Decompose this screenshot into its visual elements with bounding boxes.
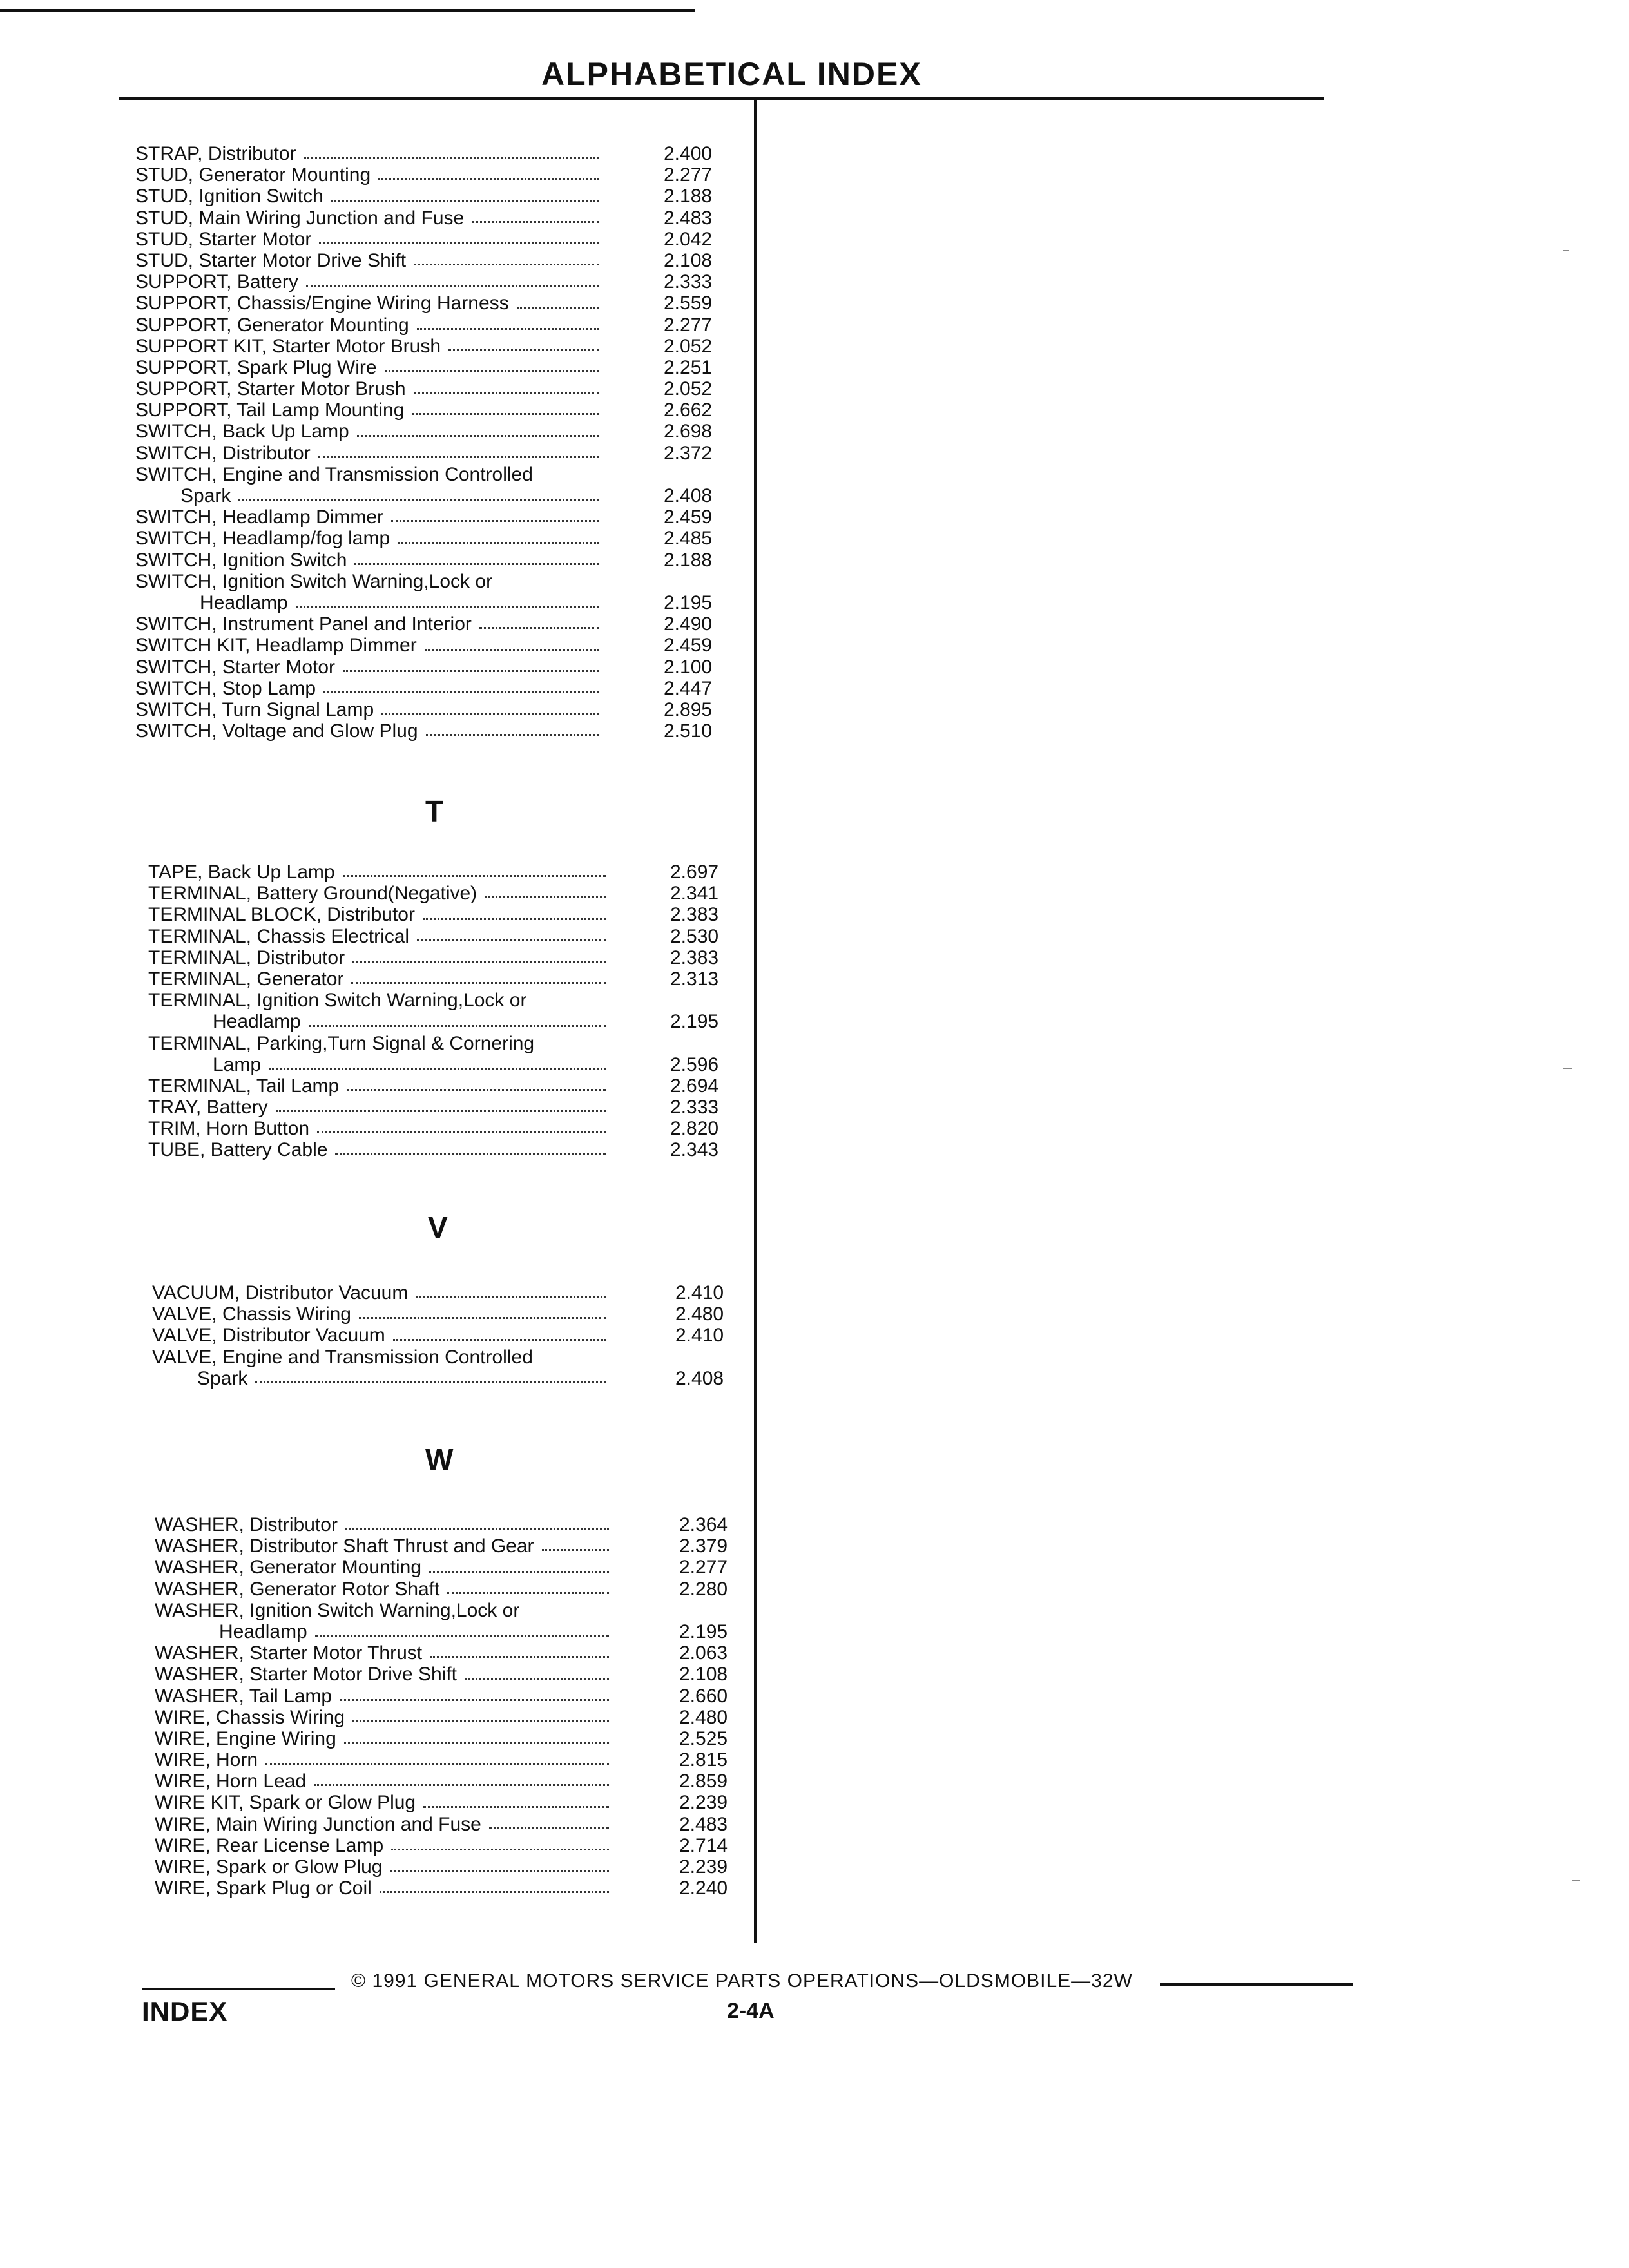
entry-label: STUD, Starter Motor [135,228,312,250]
dot-leader [304,143,599,159]
index-entry [155,1835,757,1856]
index-entry [135,143,741,164]
dot-leader [255,1368,606,1383]
dot-leader [276,1097,606,1112]
dot-leader [380,1878,609,1893]
dot-leader [381,699,599,715]
index-entry [148,883,747,904]
dot-leader [412,399,599,415]
entry-label: WASHER, Distributor [155,1514,338,1535]
footer-rule-left [142,1988,335,1990]
dot-leader [354,550,599,565]
dot-leader [430,1642,609,1658]
dot-leader [265,1749,609,1765]
entry-label: WIRE, Spark Plug or Coil [155,1878,372,1899]
entry-label: WASHER, Starter Motor Thrust [155,1642,423,1664]
dot-leader [447,1579,609,1594]
entry-page-ref: 2.383 [670,904,719,926]
entry-label: SUPPORT, Tail Lamp Mounting [135,399,405,421]
entry-label: WIRE, Rear License Lamp [155,1834,384,1856]
entry-page-ref: 2.714 [679,1834,728,1856]
entry-page-ref: 2.188 [664,186,713,207]
entry-page-ref: 2.510 [664,720,713,742]
entry-label: VALVE, Distributor Vacuum [152,1325,385,1347]
entry-label: STUD, Generator Mounting [135,164,371,186]
entry-label: TERMINAL, Ignition Switch Warning,Lock or [148,990,527,1012]
entry-label: TERMINAL, Distributor [148,947,345,968]
index-entry [155,1642,757,1664]
index-entry [155,1814,757,1835]
entry-page-ref: 2.277 [664,314,713,336]
entry-label: TERMINAL, Battery Ground(Negative) [148,883,477,905]
page-number: 2-4A [727,1999,775,2023]
dot-leader [340,1686,609,1701]
entry-page-ref: 2.408 [664,485,713,506]
dot-leader [472,207,599,223]
entry-page-ref: 2.188 [664,549,713,571]
entry-label: SWITCH, Turn Signal Lamp [135,698,374,720]
dot-leader [385,357,599,372]
index-entry [148,1075,747,1097]
index-entry [155,1621,757,1642]
index-entry [135,399,741,421]
entry-page-ref: 2.277 [664,164,713,186]
dot-leader [423,1792,609,1807]
entry-page-ref: 2.195 [679,1620,728,1642]
dot-leader [542,1535,609,1551]
entry-label: WASHER, Generator Rotor Shaft [155,1578,440,1600]
index-entry [135,635,741,656]
scan-speck [1563,250,1569,251]
entry-page-ref: 2.372 [664,442,713,464]
page-title: ALPHABETICAL INDEX [541,56,922,92]
index-entry [155,1792,757,1813]
entry-label: SWITCH, Engine and Transmission Controlled [135,463,533,485]
dot-leader [343,861,606,877]
dot-leader [317,1118,606,1133]
entry-label: SUPPORT KIT, Starter Motor Brush [135,335,441,357]
entry-page-ref: 2.341 [670,883,719,905]
dot-leader [323,678,599,693]
index-entry [148,1054,747,1075]
entry-page-ref: 2.277 [679,1557,728,1579]
entry-page-ref: 2.820 [670,1118,719,1140]
entry-page-ref: 2.859 [679,1771,728,1792]
index-entry [135,571,741,592]
index-entry [148,861,747,883]
dot-leader [479,613,599,629]
entry-label: SUPPORT, Chassis/Engine Wiring Harness [135,293,509,314]
dot-leader [414,250,599,265]
entry-label: WIRE, Spark or Glow Plug [155,1856,383,1878]
index-entry [135,699,741,720]
entry-page-ref: 2.364 [679,1514,728,1535]
entry-label: WASHER, Starter Motor Drive Shift [155,1664,457,1686]
index-entry [135,550,741,571]
index-entry [135,357,741,378]
entry-page-ref: 2.525 [679,1727,728,1749]
index-entry [148,904,747,925]
dot-leader [485,883,606,898]
dot-leader [345,1514,609,1530]
index-entry [135,271,741,293]
index-entry [155,1600,757,1621]
dot-leader [391,506,599,522]
entry-page-ref: 2.410 [675,1282,724,1303]
dot-leader [489,1814,609,1829]
entry-label: SWITCH, Voltage and Glow Plug [135,720,418,742]
entry-page-ref: 2.239 [679,1856,728,1878]
entry-label: SUPPORT, Generator Mounting [135,314,409,336]
index-entry [148,990,747,1011]
entry-label: Lamp [213,1053,262,1075]
entry-label: SWITCH, Starter Motor [135,656,336,678]
dot-leader [357,421,599,436]
dot-leader [417,926,606,941]
index-entry [135,464,741,485]
entry-page-ref: 2.447 [664,677,713,699]
entry-page-ref: 2.559 [664,293,713,314]
entry-label: SWITCH KIT, Headlamp Dimmer [135,635,417,657]
entry-label: Spark [180,485,231,506]
index-entry [135,250,741,271]
index-entry [155,1707,757,1728]
entry-label: TERMINAL, Tail Lamp [148,1075,340,1097]
dot-leader [314,1771,609,1786]
entry-label: WASHER, Distributor Shaft Thrust and Gear [155,1535,534,1557]
index-entry [155,1686,757,1707]
entry-label: SUPPORT, Battery [135,271,298,293]
entry-page-ref: 2.052 [664,335,713,357]
entry-label: WASHER, Ignition Switch Warning,Lock or [155,1599,520,1621]
dot-leader [417,314,599,330]
index-entry [148,1118,747,1139]
entry-page-ref: 2.410 [675,1325,724,1347]
entry-label: SWITCH, Headlamp/fog lamp [135,528,390,550]
entry-page-ref: 2.195 [664,591,713,613]
entry-label: WIRE, Horn [155,1749,258,1771]
index-entry [135,314,741,336]
index-entry [135,485,741,506]
entry-page-ref: 2.459 [664,635,713,657]
entry-page-ref: 2.343 [670,1139,719,1161]
entry-label: TUBE, Battery Cable [148,1139,328,1161]
dot-leader [309,1011,606,1026]
entry-label: VALVE, Chassis Wiring [152,1303,351,1325]
index-entry [135,164,741,186]
dot-leader [378,164,599,180]
index-entry [135,293,741,314]
dot-leader [352,1707,609,1722]
dot-leader [331,186,599,201]
dot-leader [416,1282,606,1298]
entry-page-ref: 2.408 [675,1367,724,1389]
entry-label: SWITCH, Stop Lamp [135,677,316,699]
entry-label: WASHER, Tail Lamp [155,1685,333,1707]
entry-page-ref: 2.485 [664,528,713,550]
index-entry [148,1139,747,1160]
entry-page-ref: 2.052 [664,378,713,400]
dot-leader [391,1835,609,1850]
entry-label: TRAY, Battery [148,1097,268,1119]
entry-page-ref: 2.195 [670,1011,719,1033]
entry-page-ref: 2.483 [664,207,713,229]
index-entry [135,229,741,250]
dot-leader [343,657,599,672]
entry-page-ref: 2.698 [664,421,713,443]
dot-leader [351,968,606,984]
index-entry [135,421,741,442]
entry-label: TERMINAL BLOCK, Distributor [148,904,415,926]
entry-page-ref: 2.280 [679,1578,728,1600]
index-entry [155,1771,757,1792]
section-letter-v: V [428,1211,448,1244]
index-section-v [152,1282,753,1389]
entry-label: WIRE, Chassis Wiring [155,1706,345,1728]
dot-leader [315,1621,609,1637]
index-entry [135,378,741,399]
entry-page-ref: 2.379 [679,1535,728,1557]
entry-page-ref: 2.108 [664,249,713,271]
dot-leader [319,229,599,244]
index-entry [135,207,741,229]
entry-label: WIRE KIT, Spark or Glow Plug [155,1792,416,1814]
index-entry [135,528,741,549]
entry-page-ref: 2.483 [679,1813,728,1835]
index-entry [155,1878,757,1899]
entry-page-ref: 2.063 [679,1642,728,1664]
entry-label: WIRE, Horn Lead [155,1771,307,1792]
index-entry [148,1097,747,1118]
index-entry [135,657,741,678]
footer-section-label: INDEX [142,1996,228,2026]
index-entry [155,1749,757,1771]
entry-label: WIRE, Engine Wiring [155,1727,336,1749]
entry-page-ref: 2.333 [670,1097,719,1119]
entry-label: TAPE, Back Up Lamp [148,861,335,883]
dot-leader [352,947,606,963]
entry-label: TERMINAL, Generator [148,968,344,990]
entry-label: Headlamp [200,591,288,613]
dot-leader [318,443,599,458]
footer-rule-right [1160,1983,1353,1986]
entry-label: STUD, Main Wiring Junction and Fuse [135,207,465,229]
dot-leader [517,293,599,308]
entry-page-ref: 2.240 [679,1878,728,1899]
entry-label: STRAP, Distributor [135,143,296,164]
entry-label: SUPPORT, Starter Motor Brush [135,378,406,400]
entry-label: SWITCH, Headlamp Dimmer [135,506,384,528]
index-entry [152,1282,753,1303]
index-entry [152,1325,753,1346]
entry-label: SWITCH, Instrument Panel and Interior [135,613,472,635]
entry-page-ref: 2.480 [675,1303,724,1325]
index-entry [135,592,741,613]
index-entry [135,336,741,357]
entry-label: Spark [197,1367,248,1389]
entry-label: SUPPORT, Spark Plug Wire [135,356,377,378]
entry-page-ref: 2.694 [670,1075,719,1097]
dot-leader [269,1054,606,1070]
index-entry [155,1557,757,1578]
copyright-line: © 1991 GENERAL MOTORS SERVICE PARTS OPERATIONS—OLDSMOBILE—32W [351,1970,1133,1992]
title-rule [119,97,1324,100]
dot-leader [448,336,599,351]
index-entry [148,947,747,968]
entry-label: VACUUM, Distributor Vacuum [152,1282,409,1303]
top-rule [0,9,695,12]
dot-leader [335,1139,606,1155]
index-entry [135,443,741,464]
entry-page-ref: 2.400 [664,143,713,164]
index-entry [152,1303,753,1325]
index-entry [148,1033,747,1054]
index-entry [155,1514,757,1535]
entry-label: Headlamp [213,1011,301,1033]
index-entry [135,613,741,635]
entry-page-ref: 2.251 [664,356,713,378]
index-entry [155,1535,757,1557]
index-entry [155,1856,757,1878]
index-section-s [135,143,741,742]
scan-speck [1563,1068,1572,1069]
entry-page-ref: 2.333 [664,271,713,293]
index-entry [135,720,741,742]
dot-leader [238,485,599,501]
entry-page-ref: 2.895 [664,698,713,720]
entry-page-ref: 2.662 [664,399,713,421]
dot-leader [306,271,599,287]
index-entry [135,186,741,207]
entry-page-ref: 2.313 [670,968,719,990]
dot-leader [296,592,599,608]
entry-page-ref: 2.239 [679,1792,728,1814]
index-section-t [148,861,747,1161]
section-letter-w: W [425,1443,454,1476]
index-entry [152,1347,753,1368]
dot-leader [347,1075,606,1091]
entry-label: SWITCH, Ignition Switch [135,549,347,571]
entry-page-ref: 2.697 [670,861,719,883]
dot-leader [398,528,599,543]
dot-leader [465,1664,609,1679]
index-entry [155,1664,757,1685]
dot-leader [429,1557,609,1572]
index-entry [148,926,747,947]
dot-leader [344,1728,609,1744]
index-entry [135,506,741,528]
dot-leader [390,1856,609,1872]
index-entry [148,968,747,990]
entry-page-ref: 2.596 [670,1053,719,1075]
index-entry [152,1368,753,1389]
dot-leader [414,378,599,394]
entry-page-ref: 2.490 [664,613,713,635]
entry-page-ref: 2.480 [679,1706,728,1728]
entry-page-ref: 2.383 [670,947,719,968]
entry-label: WIRE, Main Wiring Junction and Fuse [155,1813,481,1835]
index-section-w [155,1514,757,1899]
dot-leader [393,1325,606,1340]
section-letter-t: T [425,794,444,828]
entry-label: TRIM, Horn Button [148,1118,310,1140]
entry-page-ref: 2.530 [670,925,719,947]
entry-label: WASHER, Generator Mounting [155,1557,422,1579]
dot-leader [426,720,599,736]
index-entry [148,1011,747,1032]
entry-page-ref: 2.100 [664,656,713,678]
entry-page-ref: 2.108 [679,1664,728,1686]
dot-leader [359,1303,606,1319]
entry-label: Headlamp [219,1620,307,1642]
index-entry [135,678,741,699]
entry-label: TERMINAL, Chassis Electrical [148,925,410,947]
entry-page-ref: 2.660 [679,1685,728,1707]
entry-label: TERMINAL, Parking,Turn Signal & Cornering [148,1032,535,1054]
entry-label: SWITCH, Ignition Switch Warning,Lock or [135,570,493,592]
index-entry [155,1579,757,1600]
index-entry [155,1728,757,1749]
entry-label: STUD, Ignition Switch [135,186,323,207]
entry-label: SWITCH, Back Up Lamp [135,421,349,443]
entry-page-ref: 2.042 [664,228,713,250]
entry-page-ref: 2.815 [679,1749,728,1771]
entry-page-ref: 2.459 [664,506,713,528]
entry-label: SWITCH, Distributor [135,442,311,464]
entry-label: VALVE, Engine and Transmission Controlled [152,1346,533,1368]
dot-leader [425,635,599,650]
scan-speck [1572,1880,1580,1881]
entry-label: STUD, Starter Motor Drive Shift [135,249,407,271]
dot-leader [423,904,606,919]
